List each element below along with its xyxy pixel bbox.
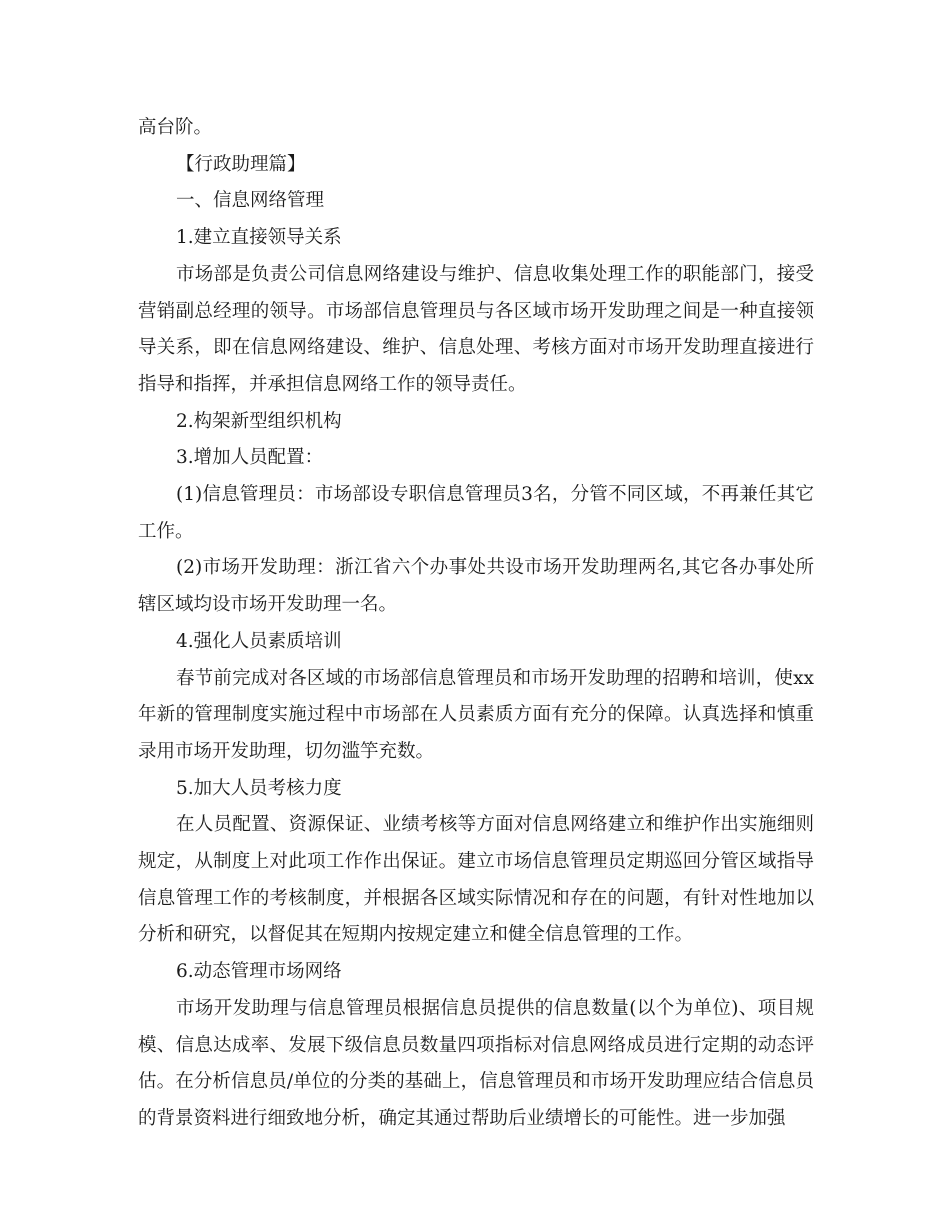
section-title: 【行政助理篇】 (176, 153, 306, 175)
body-paragraph: 春节前完成对各区域的市场部信息管理员和市场开发助理的招聘和培训，使xx年新的管理制度实施过程中市场部在人员素质方面有充分的保障。认真选择和慎重录用市场开发助理，切勿滥竽充数。 (138, 667, 814, 762)
body-paragraph: 在人员配置、资源保证、业绩考核等方面对信息网络建立和维护作出实施细则规定，从制度上对此项工作作出保证。建立市场信息管理员定期巡回分管区域指导信息管理工作的考核制度，并根据各区域实际情况和存在的问题，有针对性地加以分析和研究，以督促其在短期内按规定建立和健全信息管理的工作。 (138, 814, 814, 946)
subheading: 6.动态管理市场网络 (176, 961, 342, 983)
subheading: 5.加大人员考核力度 (176, 777, 342, 799)
subheading: 1.建立直接领导关系 (176, 227, 342, 249)
body-paragraph: 市场部是负责公司信息网络建设与维护、信息收集处理工作的职能部门，接受营销副总经理的领导。市场部信息管理员与各区域市场开发助理之间是一种直接领导关系，即在信息网络建设、维护、信息处理、考核方面对市场开发助理直接进行指导和指挥，并承担信息网络工作的领导责任。 (138, 263, 814, 395)
subheading: 2.构架新型组织机构 (176, 410, 342, 432)
subheading: 4.强化人员素质培训 (176, 630, 342, 652)
body-paragraph: 市场开发助理与信息管理员根据信息员提供的信息数量(以个为单位)、项目规模、信息达成率、发展下级信息员数量四项指标对信息网络成员进行定期的动态评估。在分析信息员/单位的分类的基础上，信息管理员和市场开发助理应结合信息员的背景资料进行细致地分析，确定其通过帮助后业绩增长的可能性。进一步加强 (138, 997, 814, 1129)
document-body (138, 110, 814, 1138)
subheading: 3.增加人员配置： (176, 447, 324, 469)
list-item: (2)市场开发助理：浙江省六个办事处共设市场开发助理两名,其它各办事处所辖区域均设市场开发助理一名。 (138, 557, 814, 616)
section-heading: 一、信息网络管理 (176, 190, 325, 212)
body-paragraph: 高台阶。 (138, 117, 213, 138)
list-item: (1)信息管理员：市场部设专职信息管理员3名，分管不同区域，不再兼任其它工作。 (138, 484, 814, 542)
